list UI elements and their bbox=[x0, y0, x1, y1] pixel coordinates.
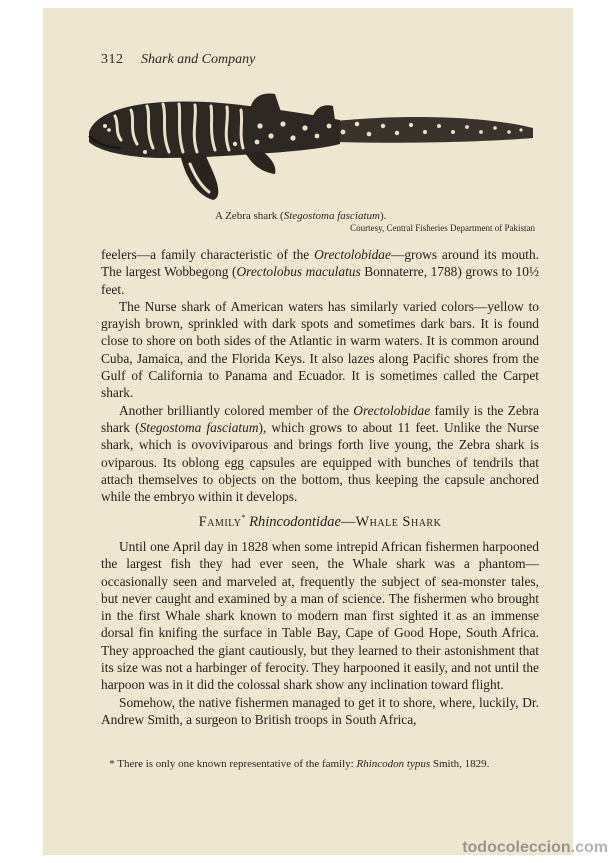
running-header bbox=[101, 52, 535, 68]
figure-caption: A Zebra shark (Stegostoma fasciatum). bbox=[215, 210, 387, 222]
paragraph-4: Until one April day in 1828 when some intrepid African fishermen harpooned the largest fish they had ever seen, the Whale shark was a phantom—occasionally seen and marveled at, frequently the subject of sea-monster tales, but never caught and examined by a man of science. The fishermen who brought in the first Whale shark known to modern man first sighted it as an immense dorsal fin knifing the surface in Table Bay, Cape of Good Hope, South Africa. They approached the giant cautiously, but they learned to their astonishment that its size was not a harbinger of ferocity. They harpooned it easily, and not until the harpoon was in it did the colossal shark show any inclination toward flight. bbox=[101, 539, 539, 693]
paragraph-3: Another brilliantly colored member of the Orectolobidae family is the Zebra shark (Stegostoma fasciatum), which grows to about 11 feet. Unlike the Nurse shark, which is ovoviviparous and brings forth live young, the Zebra shark is oviparous. Its oblong egg capsules are equipped with bunches of tendrils that attach themselves to objects on the bottom, thus keeping the capsule anchored while the embryo within it develops. bbox=[101, 402, 539, 505]
section-heading: Family* Rhincodontidae—Whale Shark bbox=[198, 513, 442, 530]
page-number: 312 bbox=[101, 52, 124, 67]
paragraph-1: feelers—a family characteristic of the Orectolobidae—grows around its mouth. The largest Wobbegong (Orectolobus maculatus Bonnaterre, 1788) grows to 10½ feet. bbox=[101, 247, 539, 297]
footnote: * There is only one known representative of the family: Rhincodon typus Smith, 1829. bbox=[109, 758, 490, 770]
running-title: Shark and Company bbox=[141, 52, 256, 67]
paragraph-2: The Nurse shark of American waters has similarly varied colors—yellow to grayish brown, sprinkled with dark spots and sometimes dark bars. It is found close to shore on both sides of the Atlantic in warm waters. It is common around Cuba, Jamaica, and the Florida Keys. It also lazes along Pacific shores from the Gulf of California to Panama and Ecuador. It is sometimes called the Carpet shark. bbox=[101, 298, 539, 401]
body-text-top bbox=[101, 246, 539, 505]
zebra-shark-illustration bbox=[85, 86, 535, 208]
figure-credit: Courtesy, Central Fisheries Department of Pakistan bbox=[350, 223, 535, 233]
paragraph-5: Somehow, the native fishermen managed to get it to shore, where, luckily, Dr. Andrew Smith, a surgeon to British troops in South Africa, bbox=[101, 694, 539, 727]
watermark-logo: todocoleccion.com bbox=[462, 839, 608, 856]
book-page bbox=[43, 8, 573, 855]
body-text-bottom bbox=[101, 538, 539, 728]
